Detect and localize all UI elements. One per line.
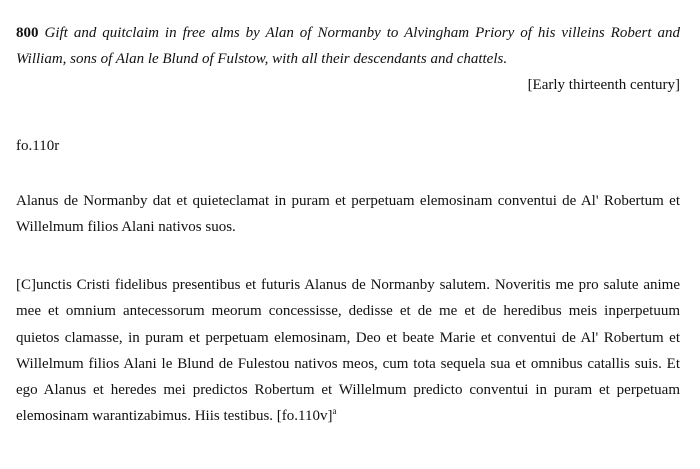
charter-body: [C]unctis Cristi fidelibus presentibus et futuris Alanus de Normanby salutem. Noveritis me pro salute anime mee et omnium antecessorum meorum concessisse, dedisse et de me et de heredibus meis inperpetuum quietos clamasse, in puram et perpetuam elemosinam, Deo et beate Marie et conventui de Al' Robertum et Willelmum filios Alani le Blund de Fulestou nativos meos, cum tota sequela sua et omnibus catallis suis. Et ego Alanus et heredes mei predictos Robertum et Willelmum predicto conventui in puram et perpetuam elemosinam warantizabimus. Hiis testibus. [fo.110v] <box>16 277 680 425</box>
entry-title: Gift and quitclaim in free alms by Alan of Normanby to Alvingham Priory of his villeins Robert and William, sons of Alan le Blund of Fulstow, with all their descendants and chattels. <box>16 25 680 67</box>
document-page <box>16 20 680 425</box>
folio-reference: fo.110r <box>16 138 60 154</box>
latin-summary: Alanus de Normanby dat et quieteclamat in puram et perpetuam elemosinam conventui de Al' Robertum et Willelmum filios Alani nativos suos. <box>16 193 680 235</box>
footnote-marker: a <box>332 406 337 417</box>
charter-text <box>16 272 680 430</box>
entry-number: 800 <box>16 25 39 41</box>
entry-heading <box>16 20 680 72</box>
entry-date: [Early thirteenth century] <box>527 77 680 93</box>
